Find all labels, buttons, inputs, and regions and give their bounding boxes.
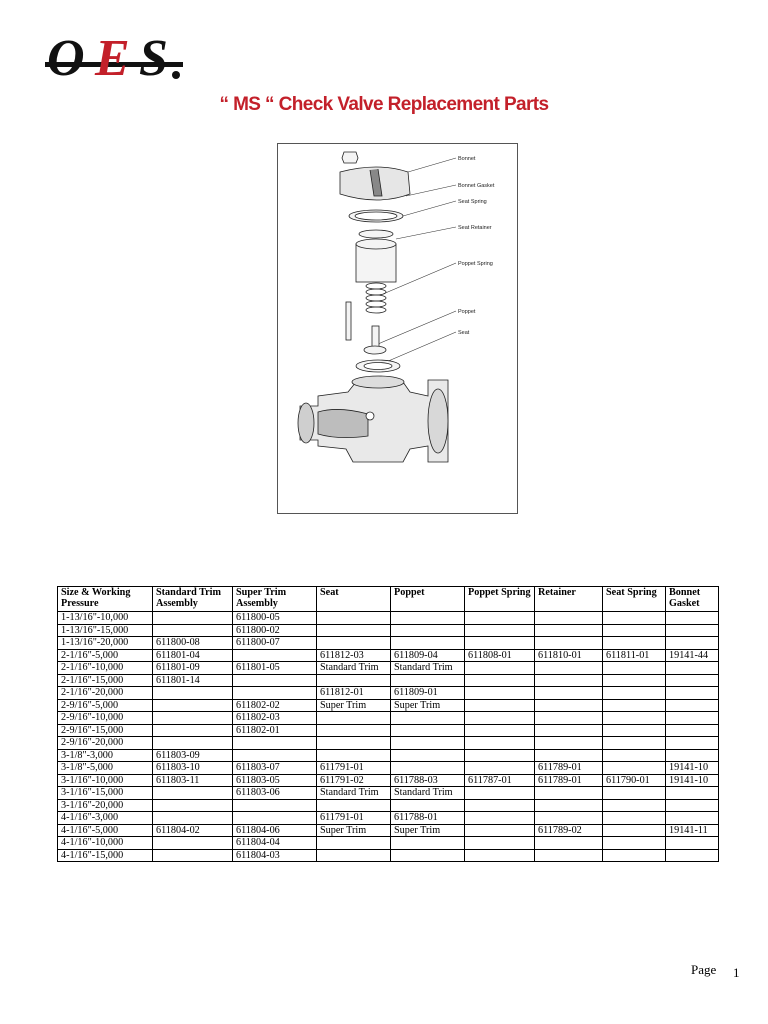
table-cell bbox=[465, 737, 535, 750]
table-cell bbox=[603, 699, 666, 712]
table-cell: 3-1/16"-20,000 bbox=[58, 799, 153, 812]
table-cell bbox=[535, 699, 603, 712]
table-cell bbox=[153, 699, 233, 712]
page-title: “ MS “ Check Valve Replacement Parts bbox=[219, 94, 549, 115]
table-cell bbox=[465, 849, 535, 862]
table-cell: 611804-02 bbox=[153, 824, 233, 837]
table-cell: 611791-01 bbox=[317, 762, 391, 775]
table-cell bbox=[317, 637, 391, 650]
oes-logo-mark bbox=[45, 28, 185, 86]
seat-spring-part bbox=[359, 230, 393, 238]
table-cell bbox=[603, 724, 666, 737]
table-row bbox=[58, 849, 719, 862]
table-cell: 611791-01 bbox=[317, 812, 391, 825]
table-cell: 1-13/16"-20,000 bbox=[58, 637, 153, 650]
table-cell: 19141-10 bbox=[666, 774, 719, 787]
table-cell: 611789-02 bbox=[535, 824, 603, 837]
table-cell: 611791-02 bbox=[317, 774, 391, 787]
table-cell: Standard Trim bbox=[317, 787, 391, 800]
col-standard-trim-assembly: Standard Trim Assembly bbox=[153, 587, 233, 612]
table-cell: 19141-44 bbox=[666, 649, 719, 662]
table-cell bbox=[603, 712, 666, 725]
table-cell bbox=[153, 612, 233, 625]
col-super-trim-assembly: Super Trim Assembly bbox=[233, 587, 317, 612]
table-cell: 3-1/8"-3,000 bbox=[58, 749, 153, 762]
table-cell: 611800-05 bbox=[233, 612, 317, 625]
table-cell bbox=[391, 624, 465, 637]
table-cell: 611808-01 bbox=[465, 649, 535, 662]
table-cell: 611800-08 bbox=[153, 637, 233, 650]
valve-body-part bbox=[298, 376, 448, 462]
table-cell: 1-13/16"-10,000 bbox=[58, 612, 153, 625]
table-cell bbox=[391, 799, 465, 812]
table-cell bbox=[465, 624, 535, 637]
table-cell bbox=[666, 662, 719, 675]
table-row bbox=[58, 749, 719, 762]
table-cell bbox=[535, 687, 603, 700]
table-cell: 611809-04 bbox=[391, 649, 465, 662]
table-cell bbox=[666, 674, 719, 687]
table-cell: 611790-01 bbox=[603, 774, 666, 787]
table-row bbox=[58, 687, 719, 700]
table-cell: 611801-04 bbox=[153, 649, 233, 662]
table-cell bbox=[153, 849, 233, 862]
table-cell: 2-9/16"-5,000 bbox=[58, 699, 153, 712]
table-cell bbox=[317, 799, 391, 812]
table-cell bbox=[666, 724, 719, 737]
diagram-label-seat-retainer: Seat Retainer bbox=[458, 225, 492, 231]
table-cell: 611810-01 bbox=[535, 649, 603, 662]
table-cell bbox=[317, 849, 391, 862]
table-cell: 611802-02 bbox=[233, 699, 317, 712]
table-cell bbox=[603, 824, 666, 837]
table-cell bbox=[465, 837, 535, 850]
table-cell bbox=[666, 849, 719, 862]
table-cell bbox=[666, 812, 719, 825]
seat-retainer-part bbox=[356, 244, 396, 282]
table-cell bbox=[233, 799, 317, 812]
poppet-spring-part bbox=[366, 283, 386, 313]
table-cell bbox=[666, 837, 719, 850]
table-row bbox=[58, 662, 719, 675]
table-cell bbox=[666, 787, 719, 800]
table-cell: 4-1/16"-15,000 bbox=[58, 849, 153, 862]
table-row bbox=[58, 649, 719, 662]
table-cell bbox=[535, 662, 603, 675]
table-cell bbox=[317, 674, 391, 687]
table-cell: 2-9/16"-20,000 bbox=[58, 737, 153, 750]
table-cell bbox=[317, 749, 391, 762]
table-cell: 3-1/16"-15,000 bbox=[58, 787, 153, 800]
table-row bbox=[58, 824, 719, 837]
table-cell bbox=[391, 724, 465, 737]
table-cell bbox=[465, 724, 535, 737]
table-row bbox=[58, 624, 719, 637]
table-cell bbox=[666, 624, 719, 637]
table-cell: 611789-01 bbox=[535, 762, 603, 775]
table-cell bbox=[391, 712, 465, 725]
col-retainer: Retainer bbox=[535, 587, 603, 612]
table-cell bbox=[153, 624, 233, 637]
table-cell: 19141-10 bbox=[666, 762, 719, 775]
table-cell bbox=[666, 799, 719, 812]
table-cell bbox=[603, 849, 666, 862]
diagram-label-seat-spring: Seat Spring bbox=[458, 199, 487, 205]
table-row bbox=[58, 799, 719, 812]
table-cell bbox=[535, 849, 603, 862]
table-cell bbox=[391, 674, 465, 687]
table-row bbox=[58, 699, 719, 712]
table-cell bbox=[465, 612, 535, 625]
table-row bbox=[58, 812, 719, 825]
table-row bbox=[58, 674, 719, 687]
col-seat-spring: Seat Spring bbox=[603, 587, 666, 612]
table-cell bbox=[153, 837, 233, 850]
table-cell: 611803-05 bbox=[233, 774, 317, 787]
diagram-label-bonnet-gasket: Bonnet Gasket bbox=[458, 183, 495, 189]
table-cell: 19141-11 bbox=[666, 824, 719, 837]
table-cell bbox=[603, 762, 666, 775]
table-cell: 2-9/16"-15,000 bbox=[58, 724, 153, 737]
table-row bbox=[58, 637, 719, 650]
table-cell bbox=[603, 662, 666, 675]
table-cell bbox=[465, 674, 535, 687]
table-cell: 2-1/16"-10,000 bbox=[58, 662, 153, 675]
table-cell bbox=[391, 612, 465, 625]
table-cell bbox=[317, 624, 391, 637]
table-row bbox=[58, 837, 719, 850]
table-cell: 3-1/16"-10,000 bbox=[58, 774, 153, 787]
table-cell: 2-1/16"-5,000 bbox=[58, 649, 153, 662]
table-cell: 1-13/16"-15,000 bbox=[58, 624, 153, 637]
table-cell: 611803-06 bbox=[233, 787, 317, 800]
table-cell bbox=[465, 712, 535, 725]
table-cell bbox=[153, 724, 233, 737]
table-cell bbox=[465, 749, 535, 762]
table-cell: Standard Trim bbox=[391, 787, 465, 800]
table-cell bbox=[153, 737, 233, 750]
table-cell bbox=[603, 687, 666, 700]
table-cell bbox=[465, 812, 535, 825]
table-cell: 611788-03 bbox=[391, 774, 465, 787]
table-cell: 611801-05 bbox=[233, 662, 317, 675]
page-number: 1 bbox=[733, 965, 740, 980]
col-seat: Seat bbox=[317, 587, 391, 612]
table-cell: 4-1/16"-5,000 bbox=[58, 824, 153, 837]
table-cell bbox=[153, 812, 233, 825]
svg-text:E: E bbox=[95, 30, 130, 86]
table-cell bbox=[317, 712, 391, 725]
col-poppet-spring: Poppet Spring bbox=[465, 587, 535, 612]
table-cell bbox=[603, 799, 666, 812]
table-cell bbox=[535, 712, 603, 725]
table-cell bbox=[666, 737, 719, 750]
table-cell bbox=[153, 787, 233, 800]
table-cell: 611800-02 bbox=[233, 624, 317, 637]
table-cell bbox=[535, 724, 603, 737]
table-cell bbox=[465, 799, 535, 812]
table-cell: 611804-03 bbox=[233, 849, 317, 862]
nut-part bbox=[342, 152, 358, 163]
table-cell bbox=[535, 674, 603, 687]
table-cell bbox=[233, 687, 317, 700]
table-header-row bbox=[58, 587, 719, 612]
stud-part bbox=[346, 302, 351, 340]
table-cell bbox=[603, 812, 666, 825]
table-cell bbox=[391, 749, 465, 762]
table-cell bbox=[603, 837, 666, 850]
table-cell bbox=[391, 737, 465, 750]
table-cell: 611809-01 bbox=[391, 687, 465, 700]
table-cell: Super Trim bbox=[391, 824, 465, 837]
table-cell: 2-9/16"-10,000 bbox=[58, 712, 153, 725]
table-cell bbox=[233, 649, 317, 662]
col-poppet: Poppet bbox=[391, 587, 465, 612]
table-cell bbox=[666, 712, 719, 725]
svg-text:O: O bbox=[47, 30, 85, 86]
table-cell bbox=[465, 662, 535, 675]
table-cell: 611801-14 bbox=[153, 674, 233, 687]
table-cell: 611804-04 bbox=[233, 837, 317, 850]
parts-table bbox=[57, 586, 719, 862]
table-row bbox=[58, 612, 719, 625]
diagram-label-bonnet: Bonnet bbox=[458, 156, 476, 162]
table-cell bbox=[391, 837, 465, 850]
table-cell bbox=[465, 699, 535, 712]
table-cell bbox=[603, 749, 666, 762]
table-cell: Standard Trim bbox=[391, 662, 465, 675]
table-cell bbox=[603, 612, 666, 625]
table-cell: 611803-11 bbox=[153, 774, 233, 787]
table-cell: 611789-01 bbox=[535, 774, 603, 787]
col-size-working-pressure: Size & Working Pressure bbox=[58, 587, 153, 612]
table-cell bbox=[233, 812, 317, 825]
table-cell: 2-1/16"-20,000 bbox=[58, 687, 153, 700]
table-cell bbox=[465, 687, 535, 700]
table-cell bbox=[603, 637, 666, 650]
diagram-label-poppet-spring: Poppet Spring bbox=[458, 261, 493, 267]
table-row bbox=[58, 787, 719, 800]
table-cell bbox=[153, 712, 233, 725]
table-cell: Super Trim bbox=[317, 824, 391, 837]
table-cell bbox=[535, 787, 603, 800]
table-cell bbox=[317, 612, 391, 625]
col-bonnet-gasket: Bonnet Gasket bbox=[666, 587, 719, 612]
table-cell bbox=[535, 612, 603, 625]
table-cell: 611812-03 bbox=[317, 649, 391, 662]
page-label: Page bbox=[691, 962, 717, 977]
table-cell: 611812-01 bbox=[317, 687, 391, 700]
table-cell: 611802-01 bbox=[233, 724, 317, 737]
table-cell bbox=[666, 687, 719, 700]
table-cell: 4-1/16"-3,000 bbox=[58, 812, 153, 825]
table-cell: Super Trim bbox=[391, 699, 465, 712]
svg-text:S: S bbox=[139, 30, 168, 86]
table-cell bbox=[153, 799, 233, 812]
table-cell bbox=[666, 699, 719, 712]
table-cell bbox=[603, 737, 666, 750]
table-row bbox=[58, 712, 719, 725]
table-cell bbox=[465, 637, 535, 650]
poppet-part bbox=[372, 326, 379, 348]
table-cell bbox=[465, 824, 535, 837]
table-cell bbox=[233, 737, 317, 750]
table-cell: 3-1/8"-5,000 bbox=[58, 762, 153, 775]
diagram-label-seat: Seat bbox=[458, 330, 470, 336]
table-cell: 611801-09 bbox=[153, 662, 233, 675]
table-cell bbox=[535, 799, 603, 812]
valve-exploded-diagram bbox=[277, 143, 518, 514]
table-cell: 611800-07 bbox=[233, 637, 317, 650]
diagram-label-poppet: Poppet bbox=[458, 309, 476, 315]
table-cell: 611787-01 bbox=[465, 774, 535, 787]
table-cell bbox=[317, 737, 391, 750]
table-cell bbox=[535, 737, 603, 750]
table-cell: 611803-10 bbox=[153, 762, 233, 775]
table-cell bbox=[317, 724, 391, 737]
table-cell bbox=[391, 762, 465, 775]
table-cell bbox=[603, 787, 666, 800]
table-cell bbox=[465, 762, 535, 775]
table-cell: 611804-06 bbox=[233, 824, 317, 837]
table-cell bbox=[603, 624, 666, 637]
table-cell bbox=[666, 749, 719, 762]
oes-logo bbox=[45, 28, 185, 86]
table-cell: 611803-09 bbox=[153, 749, 233, 762]
table-cell bbox=[535, 637, 603, 650]
table-cell: 611811-01 bbox=[603, 649, 666, 662]
table-cell: 4-1/16"-10,000 bbox=[58, 837, 153, 850]
table-cell bbox=[535, 749, 603, 762]
table-cell bbox=[666, 637, 719, 650]
table-row bbox=[58, 724, 719, 737]
table-cell bbox=[391, 849, 465, 862]
table-cell bbox=[317, 837, 391, 850]
table-row bbox=[58, 762, 719, 775]
table-cell: 611803-07 bbox=[233, 762, 317, 775]
table-cell bbox=[153, 687, 233, 700]
table-cell bbox=[535, 624, 603, 637]
table-cell bbox=[603, 674, 666, 687]
table-cell: 2-1/16"-15,000 bbox=[58, 674, 153, 687]
table-cell bbox=[391, 637, 465, 650]
table-cell bbox=[666, 612, 719, 625]
table-row bbox=[58, 737, 719, 750]
table-cell: 611788-01 bbox=[391, 812, 465, 825]
table-cell: Standard Trim bbox=[317, 662, 391, 675]
table-cell bbox=[465, 787, 535, 800]
table-cell bbox=[233, 674, 317, 687]
table-cell bbox=[535, 812, 603, 825]
table-cell: Super Trim bbox=[317, 699, 391, 712]
table-cell bbox=[535, 837, 603, 850]
table-row bbox=[58, 774, 719, 787]
table-cell bbox=[233, 749, 317, 762]
table-cell: 611802-03 bbox=[233, 712, 317, 725]
